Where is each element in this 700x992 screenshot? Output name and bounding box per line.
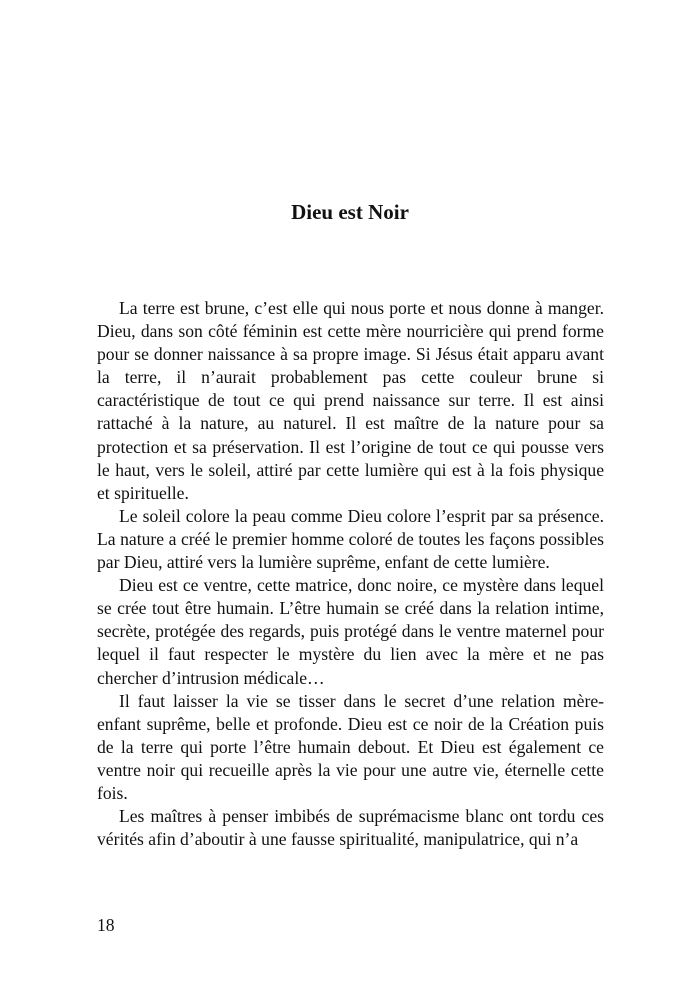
paragraph: Le soleil colore la peau comme Dieu colore l’esprit par sa présence. La nature a créé le premier homme coloré de toutes les façons possibles par Dieu, attiré vers la lumière suprême, enfant de cette lumière. [97, 505, 604, 573]
paragraph: Il faut laisser la vie se tisser dans le secret d’une relation mère-enfant suprême, belle et profonde. Dieu est ce noir de la Création puis de la terre qui porte l’être humain debout. Et Dieu est également ce ventre noir qui recueille après la vie pour une autre vie, éternelle cette fois. [97, 690, 604, 803]
page-number: 18 [97, 915, 115, 935]
paragraph: La terre est brune, c’est elle qui nous porte et nous donne à manger. Dieu, dans son côté féminin est cette mère nourricière qui prend forme pour se donner naissance à sa propre image. Si Jésus était apparu avant la terre, il n’aurait probablement pas cette couleur brune si caractéristique de tout ce qui prend naissance sur terre. Il est ainsi rattaché à la nature, au naturel. Il est maître de la nature pour sa protection et sa préservation. Il est l’origine de tout ce qui pousse vers le haut, vers le soleil, attiré par cette lumière qui est à la fois physique et spirituelle. [97, 298, 604, 503]
paragraph: Les maîtres à penser imbibés de suprémacisme blanc ont tordu ces vérités afin d’aboutir à une fausse spiritualité, manipulatrice, qui n’a [97, 806, 604, 850]
body-text [97, 297, 604, 851]
page-title: Dieu est Noir [291, 200, 409, 224]
paragraph: Dieu est ce ventre, cette matrice, donc noire, ce mystère dans lequel se crée tout être humain. L’être humain se créé dans la relation intime, secrète, protégée des regards, puis protégé dans le ventre maternel pour lequel il faut respecter le mystère du lien avec la mère et ne pas chercher d’intrusion médicale… [97, 575, 604, 688]
